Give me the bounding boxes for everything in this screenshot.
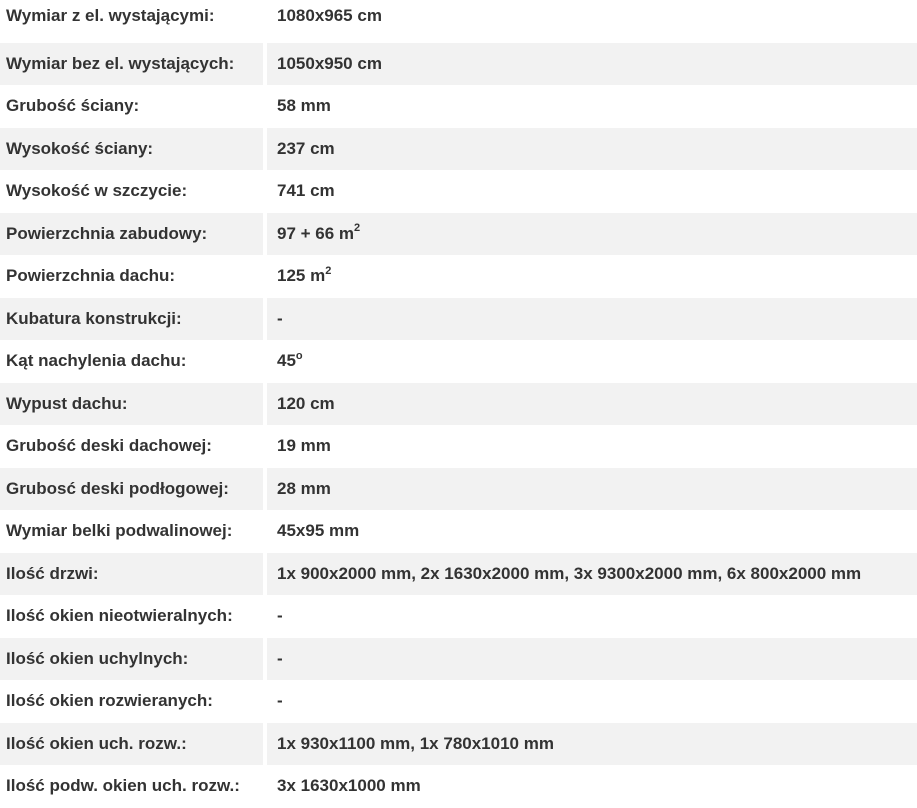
- spec-value: [263, 213, 917, 256]
- spec-value: [263, 128, 917, 171]
- spec-value-text: 1080x965 cm: [277, 6, 382, 25]
- spec-row-roof-overhang: [0, 383, 917, 426]
- spec-label: Ilość okien uch. rozw.:: [0, 723, 263, 766]
- spec-label: Wymiar bez el. wystających:: [0, 43, 263, 86]
- spec-label: Kąt nachylenia dachu:: [6, 351, 187, 371]
- spec-value: [263, 383, 917, 426]
- spec-row-building-area: [0, 213, 917, 256]
- spec-row-floor-board-thickness: [0, 468, 917, 511]
- spec-row-roof-pitch: [0, 340, 917, 383]
- spec-label: Wypust dachu:: [0, 383, 263, 426]
- spec-row-tilt-turn-windows: [0, 723, 917, 766]
- spec-value-text: 1x 900x2000 mm, 2x 1630x2000 mm, 3x 9300x2000 mm, 6x 800x2000 mm: [277, 563, 862, 583]
- spec-label: Grubość ściany:: [6, 96, 140, 116]
- spec-value: [263, 468, 917, 511]
- spec-label: Wymiar belki podwalinowej:: [6, 521, 233, 541]
- spec-value-text: 237 cm: [277, 138, 335, 158]
- spec-value: [263, 85, 917, 128]
- spec-value-text: 1x 930x1100 mm, 1x 780x1010 mm: [277, 733, 554, 753]
- spec-value: [263, 638, 917, 681]
- spec-label: Grubosć deski podłogowej:: [0, 468, 263, 511]
- spec-label: Powierzchnia zabudowy:: [0, 213, 263, 256]
- spec-value: [263, 680, 917, 723]
- spec-value-text: 741 cm: [277, 181, 335, 201]
- spec-value: [263, 425, 917, 468]
- spec-row-double-tilt-turn-windows: [0, 765, 917, 808]
- spec-label: Wysokość ściany:: [0, 128, 263, 171]
- spec-value-text: -: [277, 648, 283, 668]
- spec-row-casement-windows: [0, 680, 917, 723]
- spec-value-text: 3x 1630x1000 mm: [277, 776, 421, 796]
- spec-row-tilt-windows: [0, 638, 917, 681]
- spec-row-doors: [0, 553, 917, 596]
- spec-value: [263, 510, 917, 553]
- spec-value-sup: o: [295, 349, 303, 362]
- spec-row-ridge-height: [0, 170, 917, 213]
- spec-label: Ilość okien rozwieranych:: [6, 691, 213, 711]
- spec-value-text: 97 + 66 m: [277, 223, 355, 243]
- spec-value-text: 45x95 mm: [277, 521, 360, 541]
- spec-label: Ilość drzwi:: [0, 553, 263, 596]
- spec-value-text: 58 mm: [277, 96, 331, 116]
- spec-value-text: -: [277, 308, 283, 328]
- spec-label: Grubość deski dachowej:: [6, 436, 212, 456]
- spec-label: Kubatura konstrukcji:: [0, 298, 263, 341]
- spec-value-text: 1050x950 cm: [277, 53, 382, 73]
- spec-value-sup: 2: [354, 222, 361, 235]
- spec-row-wall-thickness: [0, 85, 917, 128]
- spec-value: [263, 170, 917, 213]
- spec-row-fixed-windows: [0, 595, 917, 638]
- spec-value-text: -: [277, 691, 283, 711]
- spec-value: [263, 723, 917, 766]
- spec-value: [263, 553, 917, 596]
- spec-label: Powierzchnia dachu:: [6, 266, 176, 286]
- spec-label: Ilość okien uchylnych:: [0, 638, 263, 681]
- spec-value: [263, 595, 917, 638]
- spec-row-roof-board-thickness: [0, 425, 917, 468]
- spec-row-inner-dimensions: [0, 43, 917, 86]
- spec-value-text: 120 cm: [277, 393, 335, 413]
- spec-value-text: 19 mm: [277, 436, 331, 456]
- spec-row-cubature: [0, 298, 917, 341]
- spec-value: [263, 0, 917, 43]
- spec-label: Wysokość w szczycie:: [6, 181, 188, 201]
- spec-value: [263, 765, 917, 808]
- spec-row-roof-area: [0, 255, 917, 298]
- spec-row-outer-dimensions: [0, 0, 917, 43]
- spec-label: Wymiar z el. wystającymi:: [6, 6, 215, 25]
- spec-value-text: 45: [277, 351, 296, 371]
- spec-value: [263, 298, 917, 341]
- spec-value-sup: 2: [325, 264, 332, 277]
- spec-value-text: 28 mm: [277, 478, 331, 498]
- spec-row-sill-beam: [0, 510, 917, 553]
- spec-label: Ilość podw. okien uch. rozw.:: [6, 776, 240, 796]
- spec-value: [263, 255, 917, 298]
- spec-value-text: -: [277, 606, 283, 626]
- spec-value: [263, 340, 917, 383]
- spec-value: [263, 43, 917, 86]
- spec-value-text: 125 m: [277, 266, 326, 286]
- spec-label: Ilość okien nieotwieralnych:: [6, 606, 233, 626]
- spec-row-wall-height: [0, 128, 917, 171]
